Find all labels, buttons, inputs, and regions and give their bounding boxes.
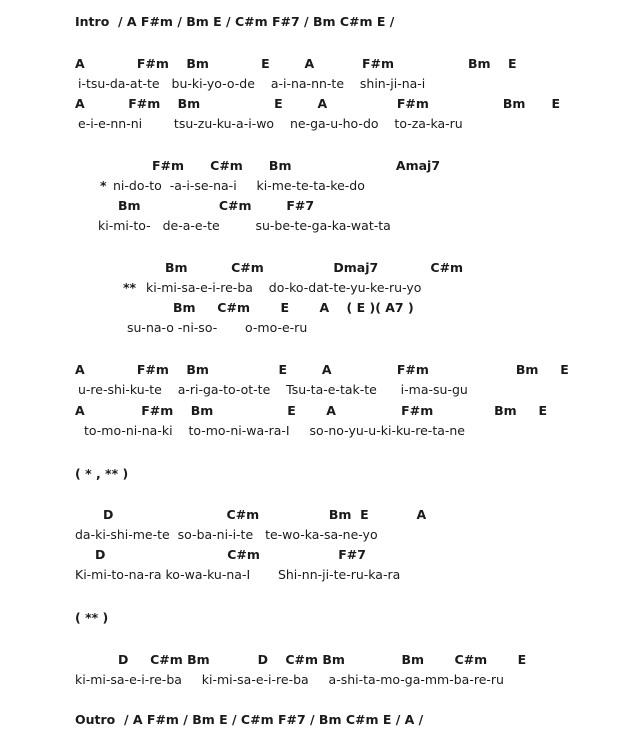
chorus1-chords-2: Bm C#m F#7 [118, 198, 315, 213]
chorus2-marker: ** [123, 280, 137, 295]
repeat-marker-2: ( ** ) [75, 610, 109, 625]
bridge-chords-1: D C#m Bm E A [103, 507, 427, 522]
outro-line: Outro / A F#m / Bm E / C#m F#7 / Bm C#m E / A / [75, 712, 424, 727]
chorus1-chords-1: F#m C#m Bm Amaj7 [152, 158, 441, 173]
verse1-chords-1: A F#m Bm E A F#m Bm E [75, 56, 517, 71]
chorus1-lyric-1: ni-do-to -a-i-se-na-i ki-me-te-ta-ke-do [113, 178, 365, 193]
verse2-lyric-1: u-re-shi-ku-te a-ri-ga-to-ot-te Tsu-ta-e-tak-te i-ma-su-gu [78, 382, 468, 397]
chorus2-chords-2: Bm C#m E A ( E )( A7 ) [173, 300, 414, 315]
chorus2-chords-1: Bm C#m Dmaj7 C#m [165, 260, 464, 275]
verse2-chords-1: A F#m Bm E A F#m Bm E [75, 362, 569, 377]
bridge-chords-2: D C#m F#7 [95, 547, 366, 562]
bridge-lyric-1: da-ki-shi-me-te so-ba-ni-i-te te-wo-ka-sa-ne-yo [75, 527, 378, 542]
verse1-lyric-2: e-i-e-nn-ni tsu-zu-ku-a-i-wo ne-ga-u-ho-do to-za-ka-ru [78, 116, 463, 131]
chorus2-lyric-2: su-na-o -ni-so- o-mo-e-ru [127, 320, 308, 335]
bridge-lyric-2: Ki-mi-to-na-ra ko-wa-ku-na-I Shi-nn-ji-te-ru-ka-ra [75, 567, 401, 582]
chorus2-lyric-1: ki-mi-sa-e-i-re-ba do-ko-dat-te-yu-ke-ru-yo [146, 280, 422, 295]
verse1-chords-2: A F#m Bm E A F#m Bm E [75, 96, 561, 111]
ending-lyric: ki-mi-sa-e-i-re-ba ki-mi-sa-e-i-re-ba a-shi-ta-mo-ga-mm-ba-re-ru [75, 672, 504, 687]
verse2-chords-2: A F#m Bm E A F#m Bm E [75, 403, 547, 418]
verse1-lyric-1: i-tsu-da-at-te bu-ki-yo-o-de a-i-na-nn-te shin-ji-na-i [78, 76, 426, 91]
chorus1-marker: * [100, 178, 107, 193]
chorus1-lyric-2: ki-mi-to- de-a-e-te su-be-te-ga-ka-wat-ta [98, 218, 391, 233]
verse2-lyric-2: to-mo-ni-na-ki to-mo-ni-wa-ra-I so-no-yu-u-ki-ku-re-ta-ne [84, 423, 465, 438]
ending-chords: D C#m Bm D C#m Bm Bm C#m E [118, 652, 527, 667]
intro-line: Intro / A F#m / Bm E / C#m F#7 / Bm C#m E / [75, 14, 395, 29]
repeat-marker-1: ( * , ** ) [75, 466, 129, 481]
